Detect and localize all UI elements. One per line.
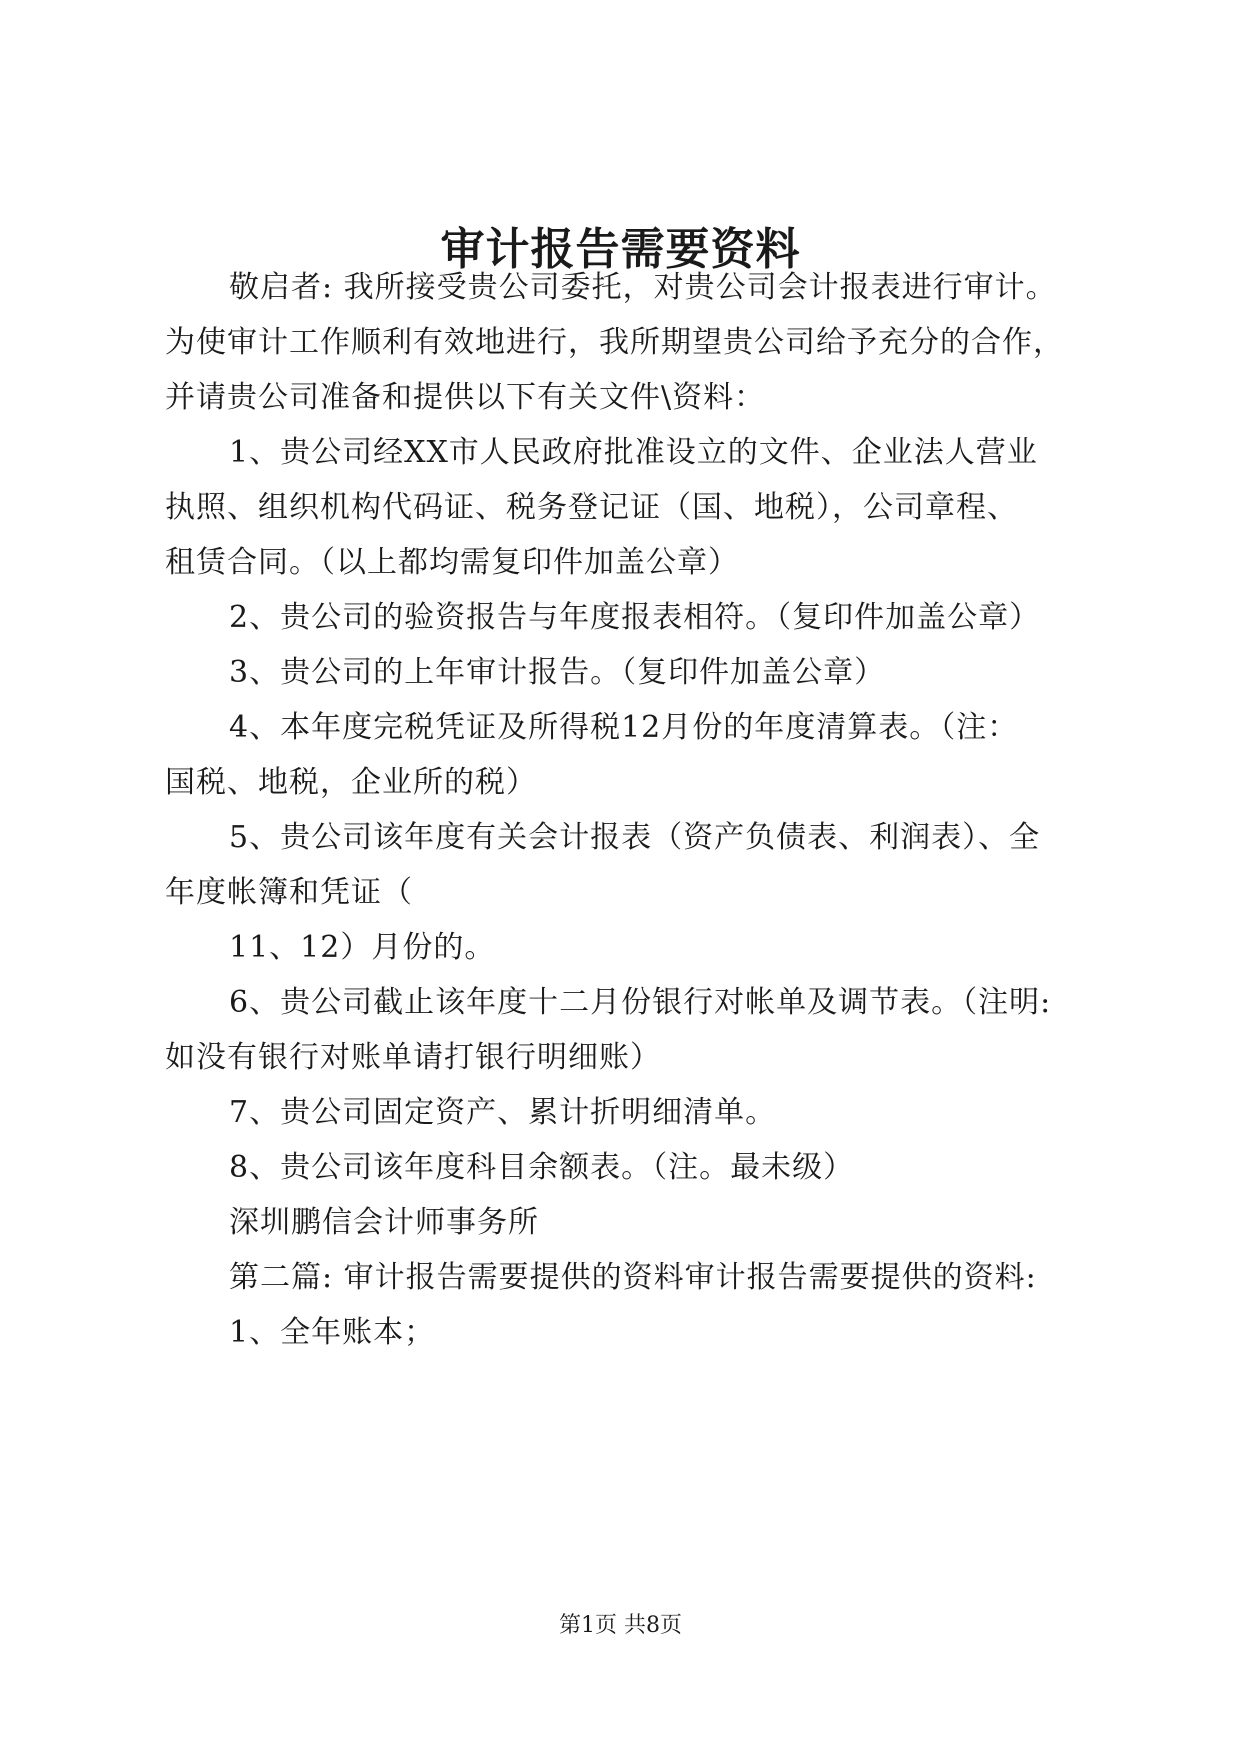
list-item: 4、本年度完税凭证及所得税12月份的年度清算表。（注： <box>229 710 1019 745</box>
list-item-continuation: 如没有银行对账单请打银行明细账） <box>165 1040 661 1075</box>
list-item-continuation: 租赁合同。（以上都均需复印件加盖公章） <box>165 545 739 580</box>
list-item: 5、贵公司该年度有关会计报表（资产负债表、利润表）、全 <box>229 820 1041 855</box>
firm-name: 深圳鹏信会计师事务所 <box>229 1205 539 1240</box>
list-item-continuation: 国税、地税，企业所的税） <box>165 765 537 800</box>
paragraph-line: 并请贵公司准备和提供以下有关文件\资料： <box>165 380 766 415</box>
list-item: 1、贵公司经XX市人民政府批准设立的文件、企业法人营业 <box>229 435 1038 470</box>
paragraph-line: 敬启者: 我所接受贵公司委托，对贵公司会计报表进行审计。 <box>229 270 1057 305</box>
page-footer: 第1页 共8页 <box>559 1613 682 1638</box>
list-item: 1、全年账本； <box>229 1315 436 1350</box>
list-item: 2、贵公司的验资报告与年度报表相符。（复印件加盖公章） <box>229 600 1041 635</box>
list-item-continuation: 执照、组织机构代码证、税务登记证（国、地税），公司章程、 <box>165 490 1018 525</box>
section-heading: 第二篇: 审计报告需要提供的资料审计报告需要提供的资料: <box>229 1260 1037 1295</box>
paragraph-line: 为使审计工作顺利有效地进行，我所期望贵公司给予充分的合作， <box>165 325 1064 360</box>
list-item: 8、贵公司该年度科目余额表。（注。最未级） <box>229 1150 855 1185</box>
list-item-continuation: 11、12）月份的。 <box>229 930 496 965</box>
list-item-continuation: 年度帐簿和凭证（ <box>165 875 413 910</box>
document-title: 审计报告需要资料 <box>440 224 801 275</box>
list-item: 3、贵公司的上年审计报告。（复印件加盖公章） <box>229 655 886 690</box>
list-item: 7、贵公司固定资产、累计折明细清单。 <box>229 1095 777 1130</box>
list-item: 6、贵公司截止该年度十二月份银行对帐单及调节表。（注明: <box>229 985 1052 1020</box>
